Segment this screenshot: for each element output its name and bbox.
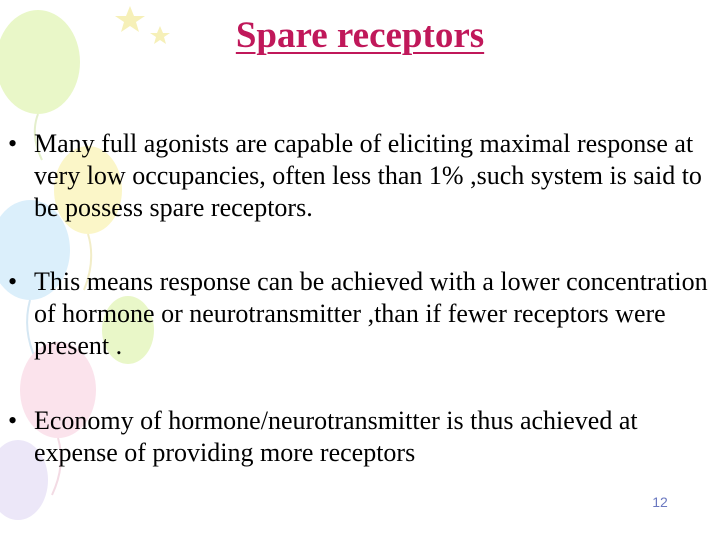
bullet-marker: • [8, 129, 18, 158]
bullet-item [8, 266, 720, 362]
bullet-text: Economy of hormone/neurotransmitter is thus achieved at expense of providing more receptors [34, 406, 638, 467]
page-number: 12 [652, 494, 668, 510]
bullet-marker: • [8, 267, 18, 296]
slide-title: Spare receptors [235, 15, 485, 56]
bullet-item [8, 405, 720, 469]
bullet-marker: • [8, 406, 18, 435]
bullet-text: This means response can be achieved with a lower concentration of hormone or neurotransmitter ,than if fewer receptors were present . [34, 267, 708, 360]
bullet-item [8, 128, 720, 224]
bullet-text: Many full agonists are capable of eliciting maximal response at very low occupancies, often less than 1% ,such system is said to be possess spare receptors. [34, 129, 702, 222]
